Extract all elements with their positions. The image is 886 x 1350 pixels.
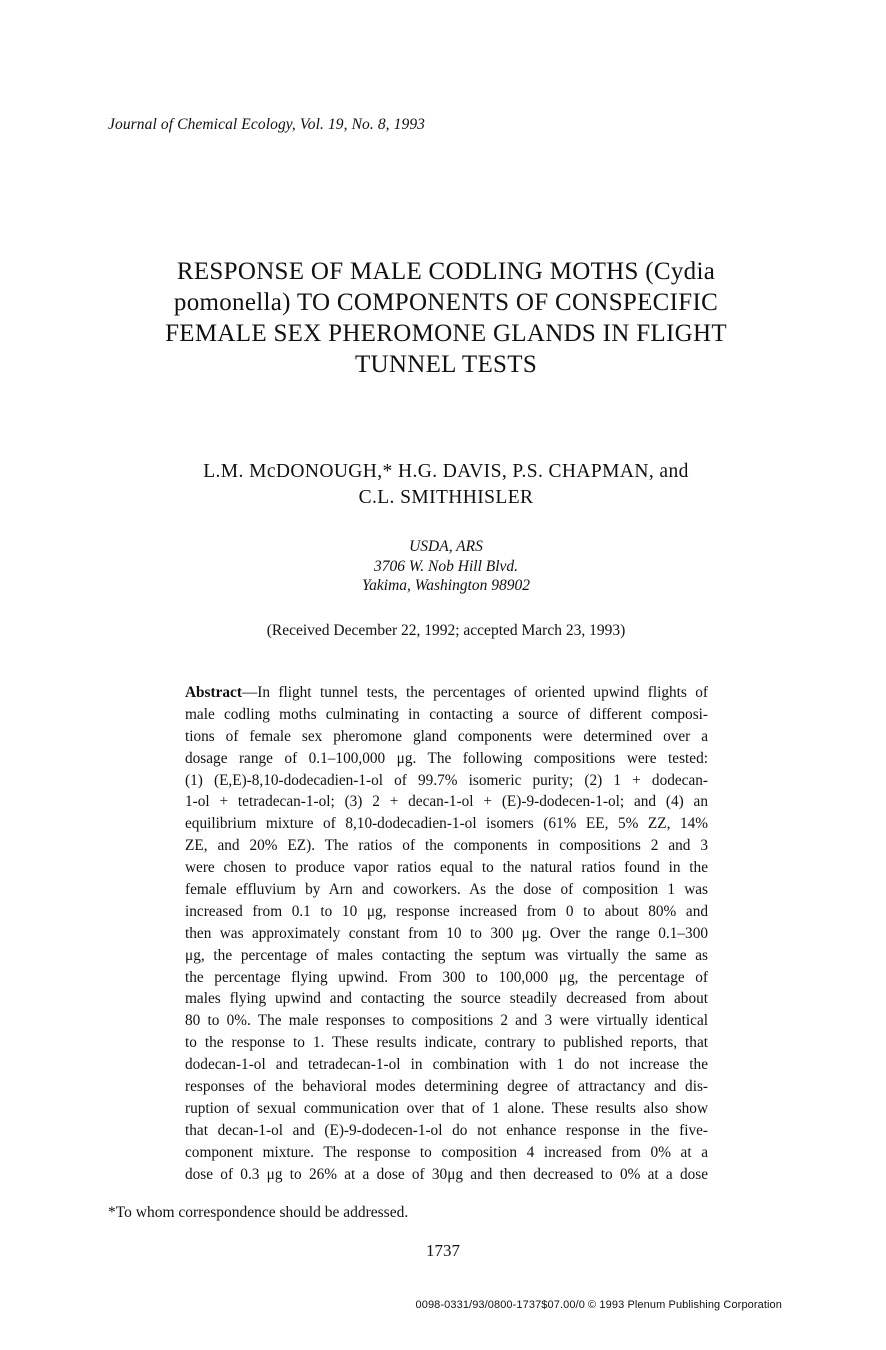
abstract-line-text: —In flight tunnel tests, the percentages of oriented upwind flights of (241, 684, 708, 701)
abstract-line (185, 682, 708, 704)
copyright-line: 0098-0331/93/0800-1737$07.00/0 © 1993 Plenum Publishing Corporation (415, 1299, 782, 1311)
abstract-line: then was approximately constant from 10 to 300 μg. Over the range 0.1–300 (185, 924, 708, 942)
abstract-line: dodecan-1-ol and tetradecan-1-ol in combination with 1 do not increase the (185, 1056, 708, 1074)
abstract-line: μg, the percentage of males contacting the septum was virtually the same as (185, 946, 708, 964)
affiliation (120, 537, 772, 596)
abstract-line: 1-ol + tetradecan-1-ol; (3) 2 + decan-1-ol + (E)-9-dodecen-1-ol; and (4) an (185, 793, 708, 811)
abstract-line: equilibrium mixture of 8,10-dodecadien-1-ol isomers (61% EE, 5% ZZ, 14% (185, 815, 708, 833)
author-line: C.L. SMITHHISLER (358, 487, 534, 508)
abstract-line: male codling moths culminating in contacting a source of different composi- (185, 705, 708, 723)
title-line: FEMALE SEX PHEROMONE GLANDS IN FLIGHT (165, 320, 727, 347)
abstract-line: that decan-1-ol and (E)-9-dodecen-1-ol do not enhance response in the five- (185, 1121, 708, 1139)
abstract (185, 682, 708, 1185)
abstract-heading: Abstract (185, 684, 242, 701)
received-dates: (Received December 22, 1992; accepted March 23, 1993) (266, 622, 626, 639)
abstract-line: to the response to 1. These results indicate, contrary to published reports, that (185, 1034, 708, 1052)
affiliation-line: 3706 W. Nob Hill Blvd. (373, 557, 519, 575)
abstract-line: female effluvium by Arn and coworkers. As the dose of composition 1 was (185, 881, 708, 899)
abstract-line: component mixture. The response to composition 4 increased from 0% at a (185, 1143, 708, 1161)
affiliation-line: USDA, ARS (409, 538, 483, 555)
abstract-line: 80 to 0%. The male responses to compositions 2 and 3 were virtually identical (185, 1012, 708, 1030)
journal-citation: Journal of Chemical Ecology, Vol. 19, No. 8, 1993 (108, 116, 426, 133)
correspondence-footnote: *To whom correspondence should be addressed. (108, 1204, 409, 1221)
abstract-line: increased from 0.1 to 10 μg, response increased from 0 to about 80% and (185, 902, 708, 920)
abstract-line: ruption of sexual communication over that of 1 alone. These results also show (185, 1099, 708, 1117)
abstract-line: (1) (E,E)-8,10-dodecadien-1-ol of 99.7% isomeric purity; (2) 1 + dodecan- (185, 771, 708, 789)
title-line: RESPONSE OF MALE CODLING MOTHS (Cydia (176, 258, 716, 285)
abstract-line: responses of the behavioral modes determining degree of attractancy and dis- (185, 1078, 708, 1096)
abstract-line: the percentage flying upwind. From 300 to 100,000 μg, the percentage of (185, 968, 708, 986)
abstract-line: were chosen to produce vapor ratios equal to the natural ratios found in the (185, 859, 708, 877)
title-line: TUNNEL TESTS (354, 351, 538, 378)
abstract-line: tions of female sex pheromone gland components were determined over a (185, 727, 708, 745)
title-line: pomonella) TO COMPONENTS OF CONSPECIFIC (173, 289, 719, 316)
abstract-line: dose of 0.3 μg to 26% at a dose of 30μg and then decreased to 0% at a dose (185, 1165, 708, 1183)
page-number: 1737 (426, 1241, 460, 1260)
author-line: L.M. McDONOUGH,* H.G. DAVIS, P.S. CHAPMAN, and (203, 461, 689, 482)
affiliation-line: Yakima, Washington 98902 (361, 577, 531, 594)
abstract-line: ZE, and 20% EZ). The ratios of the components in compositions 2 and 3 (185, 837, 708, 855)
abstract-line: dosage range of 0.1–100,000 μg. The following compositions were tested: (185, 749, 708, 767)
author-list (120, 459, 772, 511)
abstract-line: males flying upwind and contacting the source steadily decreased from about (185, 990, 708, 1008)
paper-title (120, 256, 772, 380)
